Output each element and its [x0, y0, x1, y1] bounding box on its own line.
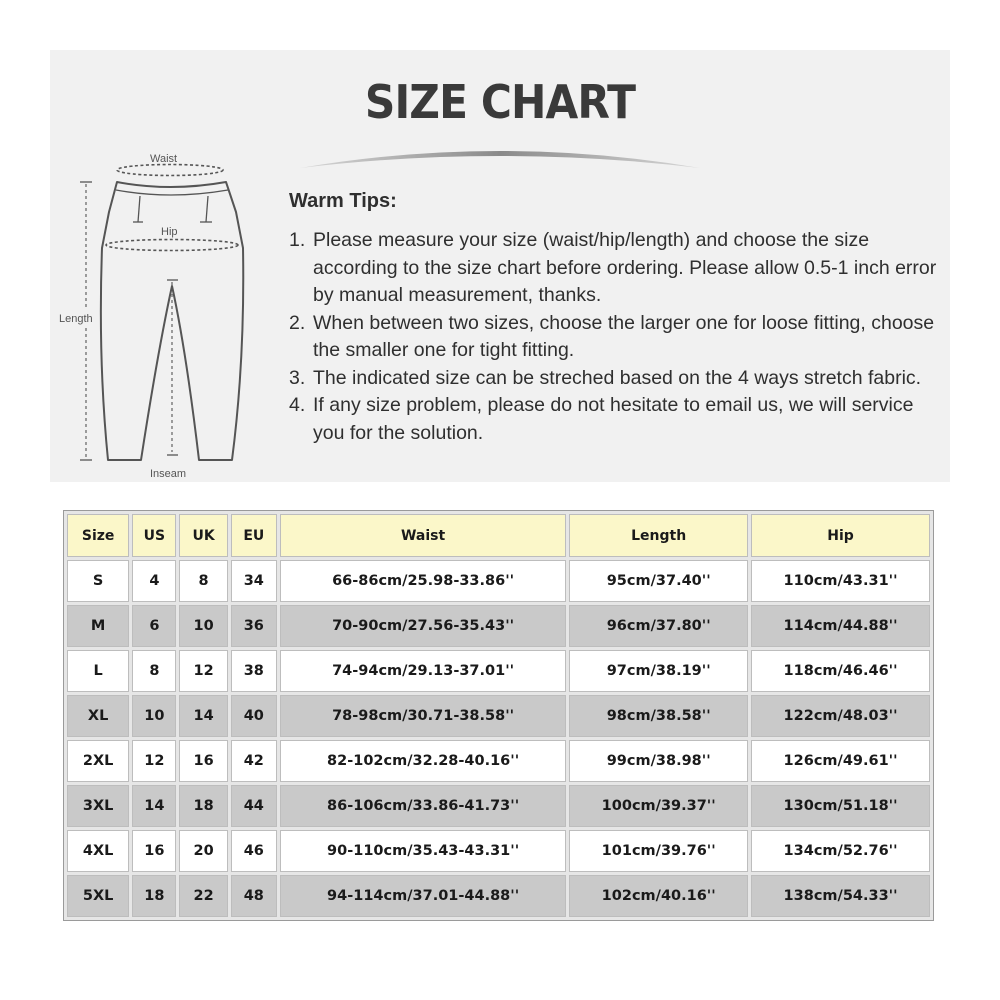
- cell-eu: 42: [231, 740, 277, 782]
- tip-text: The indicated size can be streched based on the 4 ways stretch fabric.: [313, 366, 922, 389]
- table-row: [67, 695, 930, 737]
- hip-label: Hip: [161, 226, 178, 238]
- cell-size: 5XL: [67, 875, 129, 917]
- cell-length: 98cm/38.58'': [569, 695, 748, 737]
- cell-hip: 134cm/52.76'': [751, 830, 930, 872]
- size-table-wrap: [63, 510, 934, 921]
- cell-hip: 110cm/43.31'': [751, 560, 930, 602]
- table-row: [67, 875, 930, 917]
- table-header-row: [67, 514, 930, 557]
- length-label: Length: [59, 313, 93, 325]
- cell-hip: 126cm/49.61'': [751, 740, 930, 782]
- header-eu: EU: [231, 514, 277, 557]
- cell-waist: 94-114cm/37.01-44.88'': [280, 875, 566, 917]
- table-row: [67, 785, 930, 827]
- cell-uk: 20: [179, 830, 227, 872]
- tip-item: [289, 310, 939, 365]
- cell-eu: 34: [231, 560, 277, 602]
- inseam-label: Inseam: [150, 468, 187, 480]
- cell-length: 102cm/40.16'': [569, 875, 748, 917]
- tip-text: If any size problem, please do not hesitate to email us, we will service you for the solution.: [313, 394, 914, 444]
- tips-list: [289, 227, 939, 447]
- cell-waist: 78-98cm/30.71-38.58'': [280, 695, 566, 737]
- cell-size: 3XL: [67, 785, 129, 827]
- tip-item: [289, 227, 939, 310]
- cell-eu: 48: [231, 875, 277, 917]
- cell-length: 99cm/38.98'': [569, 740, 748, 782]
- cell-hip: 114cm/44.88'': [751, 605, 930, 647]
- cell-eu: 46: [231, 830, 277, 872]
- hip-ellipse: [106, 240, 238, 251]
- tip-item: [289, 392, 939, 447]
- pants-diagram: [56, 148, 256, 484]
- title-swoosh: [295, 140, 705, 172]
- page-title: SIZE CHART: [364, 75, 636, 129]
- cell-hip: 122cm/48.03'': [751, 695, 930, 737]
- table-row: [67, 560, 930, 602]
- cell-us: 10: [132, 695, 176, 737]
- tip-number: 2.: [289, 311, 306, 334]
- tips-heading: Warm Tips:: [289, 190, 397, 212]
- cell-size: M: [67, 605, 129, 647]
- table-row: [67, 605, 930, 647]
- cell-us: 8: [132, 650, 176, 692]
- cell-hip: 130cm/51.18'': [751, 785, 930, 827]
- tip-number: 4.: [289, 394, 306, 416]
- cell-size: 2XL: [67, 740, 129, 782]
- cell-length: 101cm/39.76'': [569, 830, 748, 872]
- cell-eu: 36: [231, 605, 277, 647]
- cell-length: 100cm/39.37'': [569, 785, 748, 827]
- cell-waist: 90-110cm/35.43-43.31'': [280, 830, 566, 872]
- header-us: US: [132, 514, 176, 557]
- tip-text: When between two sizes, choose the larger one for loose fitting, choose the smaller one for tight fitting.: [313, 311, 935, 361]
- cell-size: XL: [67, 695, 129, 737]
- tip-text: Please measure your size (waist/hip/length) and choose the size according to the size chart before ordering. Please allow 0.5-1 inch error by manual measurement, thanks.: [313, 229, 937, 306]
- cell-size: 4XL: [67, 830, 129, 872]
- cell-uk: 14: [179, 695, 227, 737]
- header-waist: Waist: [280, 514, 566, 557]
- cell-uk: 10: [179, 605, 227, 647]
- header-hip: Hip: [751, 514, 930, 557]
- cell-us: 18: [132, 875, 176, 917]
- header-length: Length: [569, 514, 748, 557]
- cell-us: 12: [132, 740, 176, 782]
- cell-waist: 74-94cm/29.13-37.01'': [280, 650, 566, 692]
- cell-waist: 82-102cm/32.28-40.16'': [280, 740, 566, 782]
- table-row: [67, 650, 930, 692]
- cell-hip: 138cm/54.33'': [751, 875, 930, 917]
- cell-size: S: [67, 560, 129, 602]
- header-size: Size: [67, 514, 129, 557]
- cell-uk: 18: [179, 785, 227, 827]
- cell-size: L: [67, 650, 129, 692]
- cell-us: 16: [132, 830, 176, 872]
- waist-ellipse: [117, 165, 223, 176]
- cell-waist: 70-90cm/27.56-35.43'': [280, 605, 566, 647]
- cell-uk: 16: [179, 740, 227, 782]
- cell-uk: 12: [179, 650, 227, 692]
- waist-label: Waist: [150, 153, 178, 165]
- cell-length: 97cm/38.19'': [569, 650, 748, 692]
- table-row: [67, 740, 930, 782]
- cell-us: 6: [132, 605, 176, 647]
- cell-us: 14: [132, 785, 176, 827]
- cell-waist: 66-86cm/25.98-33.86'': [280, 560, 566, 602]
- header-uk: UK: [179, 514, 227, 557]
- cell-waist: 86-106cm/33.86-41.73'': [280, 785, 566, 827]
- cell-hip: 118cm/46.46'': [751, 650, 930, 692]
- warm-tips: [289, 190, 939, 447]
- table-row: [67, 830, 930, 872]
- cell-uk: 8: [179, 560, 227, 602]
- cell-eu: 38: [231, 650, 277, 692]
- size-table: [63, 510, 934, 921]
- cell-uk: 22: [179, 875, 227, 917]
- cell-length: 96cm/37.80'': [569, 605, 748, 647]
- tip-number: 3.: [289, 366, 306, 389]
- tip-number: 1.: [289, 229, 306, 251]
- cell-eu: 40: [231, 695, 277, 737]
- cell-us: 4: [132, 560, 176, 602]
- cell-eu: 44: [231, 785, 277, 827]
- cell-length: 95cm/37.40'': [569, 560, 748, 602]
- tip-item: [289, 365, 939, 393]
